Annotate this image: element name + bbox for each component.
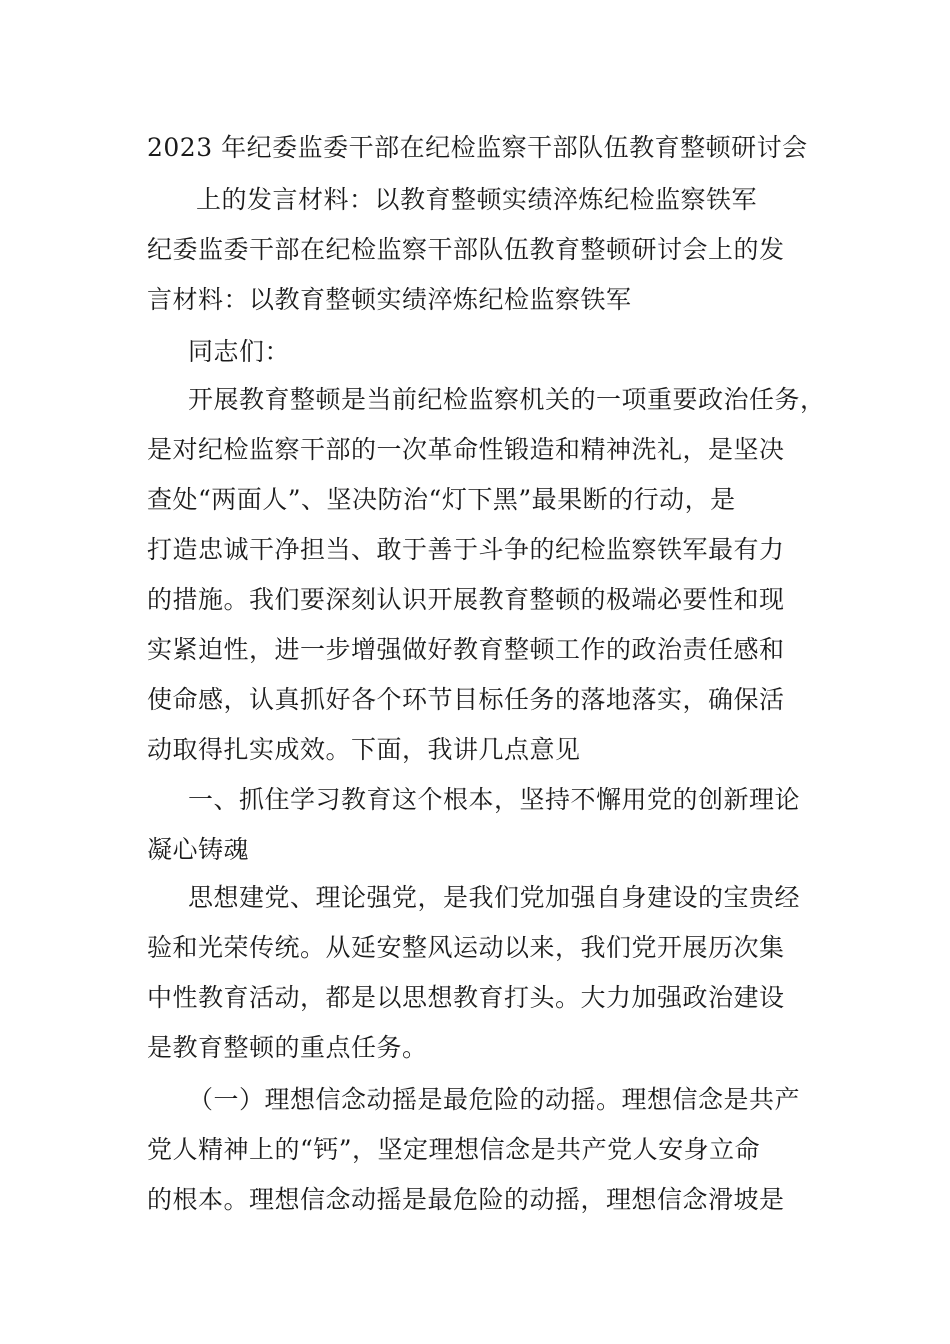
document-title-line-1: 2023 年纪委监委干部在纪检监察干部队伍教育整顿研讨会 (147, 133, 808, 162)
section-heading-1-line: 凝心铸魂 (147, 835, 250, 864)
paragraph-1-line: 的措施。我们要深刻认识开展教育整顿的极端必要性和现 (147, 585, 785, 614)
paragraph-2-line: 思想建党、理论强党，是我们党加强自身建设的宝贵经 (188, 883, 801, 912)
paragraph-3-line: 党人精神上的“钙”，坚定理想信念是共产党人安身立命 (147, 1135, 761, 1164)
paragraph-1-line: 是对纪检监察干部的一次革命性锻造和精神洗礼，是坚决 (147, 435, 785, 464)
paragraph-3-line: 的根本。理想信念动摇是最危险的动摇，理想信念滑坡是 (147, 1185, 785, 1214)
paragraph-1-line: 动取得扎实成效。下面，我讲几点意见 (147, 735, 581, 764)
paragraph-1-line: 使命感，认真抓好各个环节目标任务的落地落实，确保活 (147, 685, 785, 714)
paragraph-3-line: （一）理想信念动摇是最危险的动摇。理想信念是共产 (188, 1085, 801, 1114)
paragraph-1-line: 打造忠诚干净担当、敢于善于斗争的纪检监察铁军最有力 (147, 535, 785, 564)
paragraph-1-line: 开展教育整顿是当前纪检监察机关的一项重要政治任务， (188, 385, 826, 414)
paragraph-1-line: 实紧迫性，进一步增强做好教育整顿工作的政治责任感和 (147, 635, 785, 664)
paragraph-2-line: 中性教育活动，都是以思想教育打头。大力加强政治建设 (147, 983, 785, 1012)
greeting: 同志们： (188, 337, 291, 366)
paragraph-2-line: 验和光荣传统。从延安整风运动以来，我们党开展历次集 (147, 933, 785, 962)
paragraph-1-line: 查处“两面人”、坚决防治“灯下黑”最果断的行动，是 (147, 485, 736, 514)
document-title-line-2: 上的发言材料：以教育整顿实绩淬炼纪检监察铁军 (196, 185, 758, 214)
document-subtitle-line-2: 言材料：以教育整顿实绩淬炼纪检监察铁军 (147, 285, 632, 314)
section-heading-1-line: 一、抓住学习教育这个根本，坚持不懈用党的创新理论 (188, 785, 801, 814)
paragraph-2-line: 是教育整顿的重点任务。 (147, 1033, 428, 1062)
document-subtitle-line-1: 纪委监委干部在纪检监察干部队伍教育整顿研讨会上的发 (147, 235, 785, 264)
